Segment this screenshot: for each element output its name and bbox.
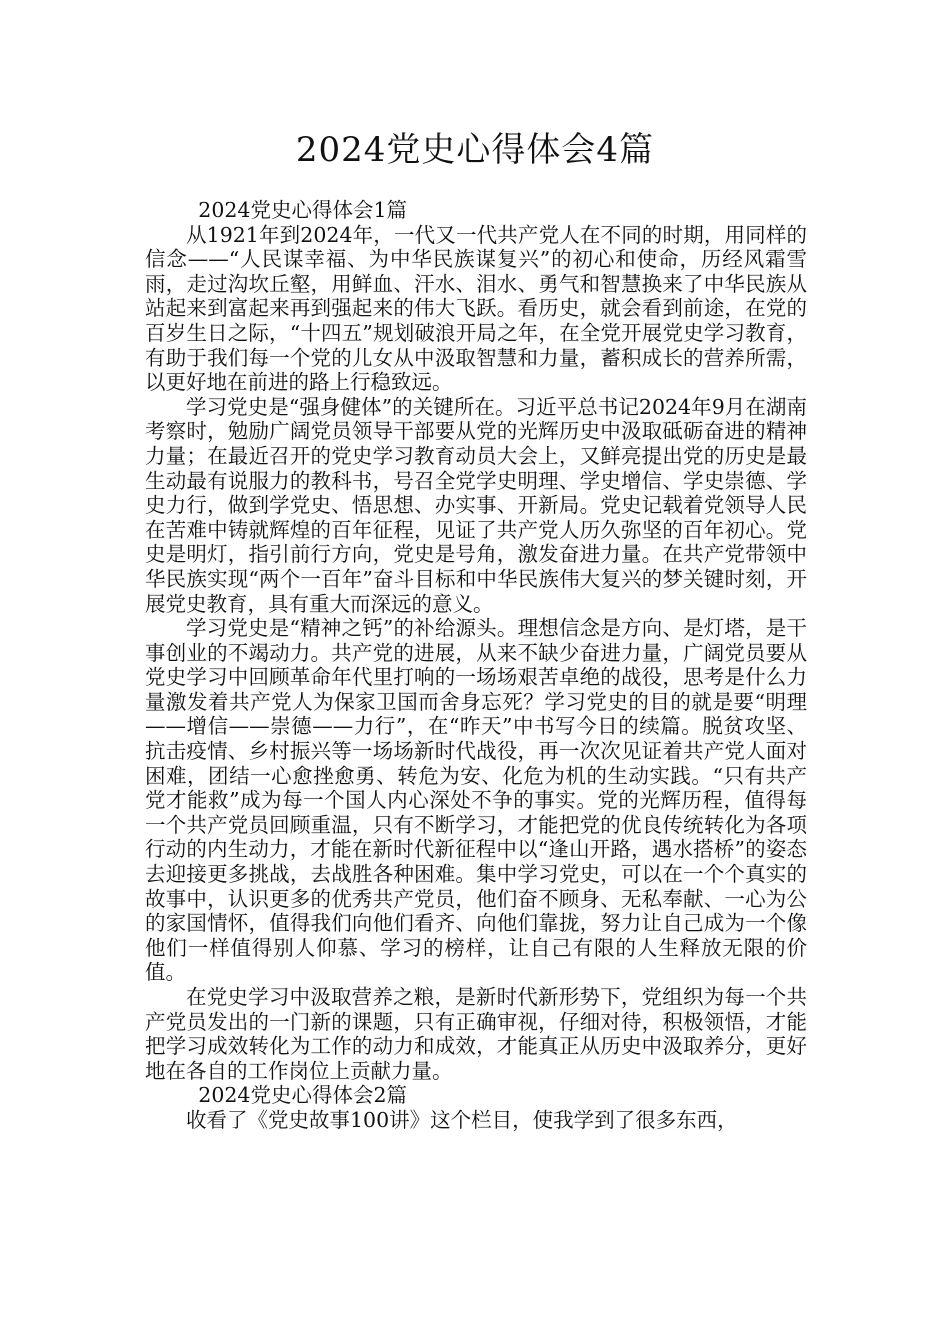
body-paragraph: 学习党史是“强身健体”的关键所在。习近平总书记2024年9月在湖南考察时，勉励广阔党员领导干部要从党的光辉历史中汲取砥砺奋进的精神力量；在最近召开的党史学习教育动员大会上，又鲜亮提出党的历史是最生动最有说服力的教科书，号召全党学史明理、学史增信、学史崇德、学史力行，做到学党史、悟思想、办实事、开新局。党史记载着党领导人民在苦难中铸就辉煌的百年征程，见证了共产党人历久弥坚的百年初心。党史是明灯，指引前行方向，党史是号角，激发奋进力量。在共产党带领中华民族实现“两个一百年”奋斗目标和中华民族伟大复兴的梦关键时刻，开展党史教育，具有重大而深远的意义。: [145, 394, 807, 616]
section-heading-2: 2024党史心得体会2篇: [198, 1083, 408, 1108]
document-title: 2024党史心得体会4篇: [295, 130, 655, 170]
section-heading-1: 2024党史心得体会1篇: [198, 198, 408, 222]
document-body: [145, 198, 807, 1133]
body-paragraph: 学习党史是“精神之钙”的补给源头。理想信念是方向、是灯塔，是干事创业的不竭动力。共产党的进展，从来不缺少奋进力量，广阔党员要从党史学习中回顾革命年代里打响的一场场艰苦卓绝的战役，思考是什么力量激发着共产党人为保家卫国而舍身忘死？学习党史的目的就是要“明理——增信——崇德——力行”，在“昨天”中书写今日的续篇。脱贫攻坚、抗击疫情、乡村振兴等一场场新时代战役，再一次次见证着共产党人面对困难，团结一心愈挫愈勇、转危为安、化危为机的生动实践。“只有共产党才能救”成为每一个国人内心深处不争的事实。党的光辉历程，值得每一个共产党员回顾重温，只有不断学习，才能把党的优良传统转化为各项行动的内生动力，才能在新时代新征程中以“逢山开路，遇水搭桥”的姿态去迎接更多挑战，去战胜各种困难。集中学习党史，可以在一个个真实的故事中，认识更多的优秀共产党员，他们奋不顾身、无私奉献、一心为公的家国情怀，值得我们向他们看齐、向他们靠拢，努力让自己成为一个像他们一样值得别人仰慕、学习的榜样，让自己有限的人生释放无限的价值。: [145, 616, 807, 985]
body-paragraph: 收看了《党史故事100讲》这个栏目，使我学到了很多东西，: [186, 1107, 738, 1132]
body-paragraph: 从1921年到2024年，一代又一代共产党人在不同的时期，用同样的信念——“人民谋幸福、为中华民族谋复兴”的初心和使命，历经风霜雪雨，走过沟坎丘壑，用鲜血、汗水、泪水、勇气和智慧换来了中华民族从站起来到富起来再到强起来的伟大飞跃。看历史，就会看到前途，在党的百岁生日之际，“十四五”规划破浪开局之年，在全党开展党史学习教育，有助于我们每一个党的儿女从中汲取智慧和力量，蓄积成长的营养所需，以更好地在前进的路上行稳致远。: [145, 222, 807, 395]
body-paragraph: 在党史学习中汲取营养之粮，是新时代新形势下，党组织为每一个共产党员发出的一门新的课题，只有正确审视，仔细对待，积极领悟，才能把学习成效转化为工作的动力和成效，才能真正从历史中汲取养分，更好地在各自的工作岗位上贡献力量。: [145, 985, 807, 1083]
